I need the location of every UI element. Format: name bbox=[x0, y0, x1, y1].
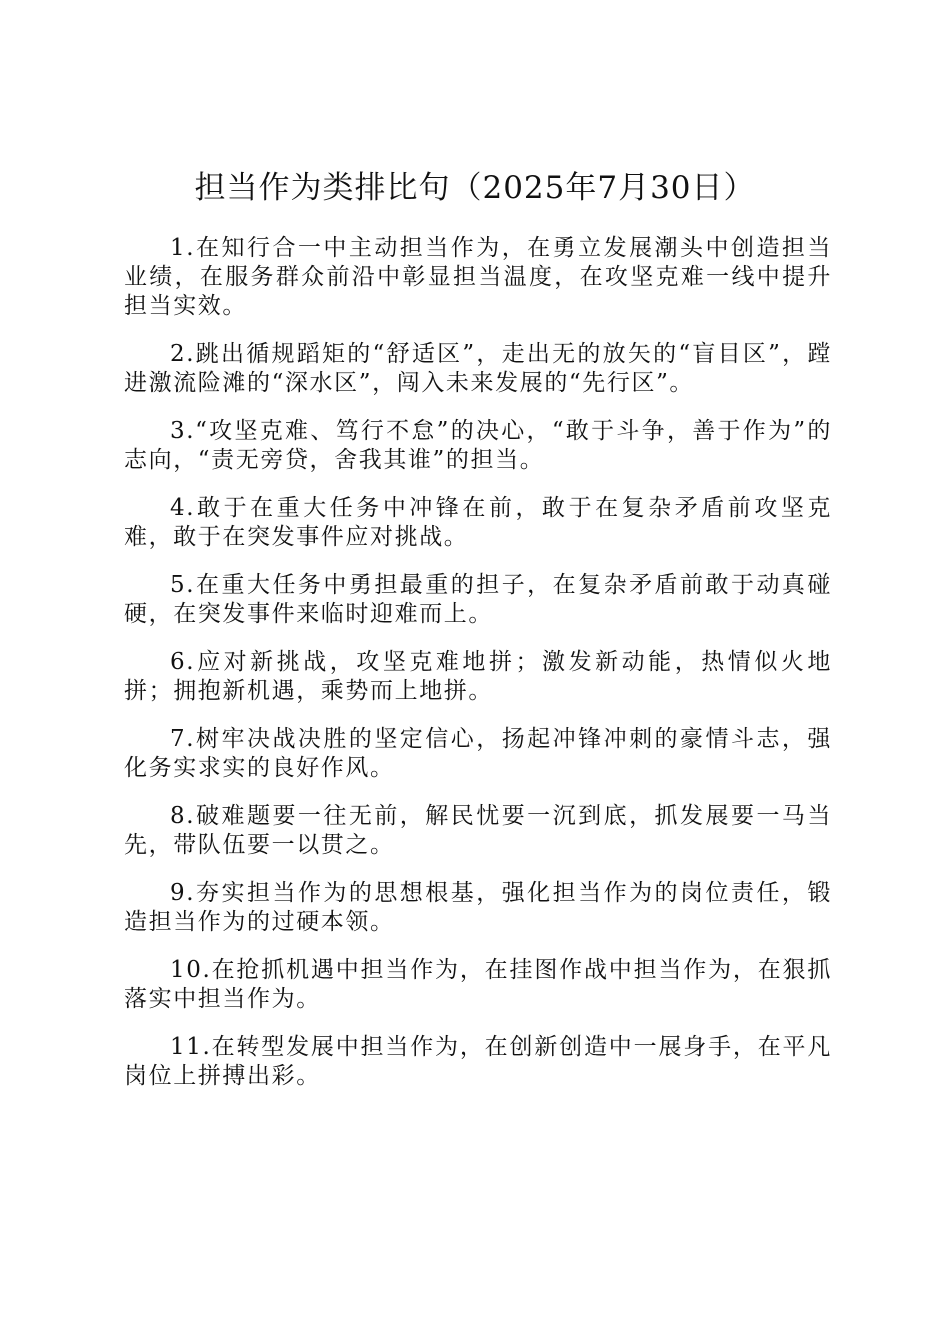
paragraph-6: 6.应对新挑战，攻坚克难地拼；激发新动能，热情似火地拼；拥抱新机遇，乘势而上地拼。 bbox=[124, 649, 832, 704]
paragraph-9: 9.夯实担当作为的思想根基，强化担当作为的岗位责任，锻造担当作为的过硬本领。 bbox=[124, 880, 832, 935]
paragraph-7: 7.树牢决战决胜的坚定信心，扬起冲锋冲刺的豪情斗志，强化务实求实的良好作风。 bbox=[124, 726, 832, 781]
paragraph-1: 1.在知行合一中主动担当作为，在勇立发展潮头中创造担当业绩，在服务群众前沿中彰显担当温度，在攻坚克难一线中提升担当实效。 bbox=[124, 235, 832, 319]
paragraph-4: 4.敢于在重大任务中冲锋在前，敢于在复杂矛盾前攻坚克难，敢于在突发事件应对挑战。 bbox=[124, 495, 832, 550]
paragraph-2: 2.跳出循规蹈矩的“舒适区”，走出无的放矢的“盲目区”，蹚进激流险滩的“深水区”，闯入未来发展的“先行区”。 bbox=[124, 341, 832, 396]
paragraph-list bbox=[124, 234, 832, 1110]
paragraph-8: 8.破难题要一往无前，解民忧要一沉到底，抓发展要一马当先，带队伍要一以贯之。 bbox=[124, 803, 832, 858]
paragraph-5: 5.在重大任务中勇担最重的担子，在复杂矛盾前敢于动真碰硬，在突发事件来临时迎难而上。 bbox=[124, 572, 832, 627]
paragraph-11: 11.在转型发展中担当作为，在创新创造中一展身手，在平凡岗位上拼搏出彩。 bbox=[124, 1034, 832, 1089]
paragraph-3: 3.“攻坚克难、笃行不怠”的决心，“敢于斗争，善于作为”的志向，“责无旁贷，舍我其谁”的担当。 bbox=[124, 418, 832, 473]
paragraph-10: 10.在抢抓机遇中担当作为，在挂图作战中担当作为，在狠抓落实中担当作为。 bbox=[124, 957, 832, 1012]
document-title: 担当作为类排比句（2025年7月30日） bbox=[194, 170, 756, 206]
